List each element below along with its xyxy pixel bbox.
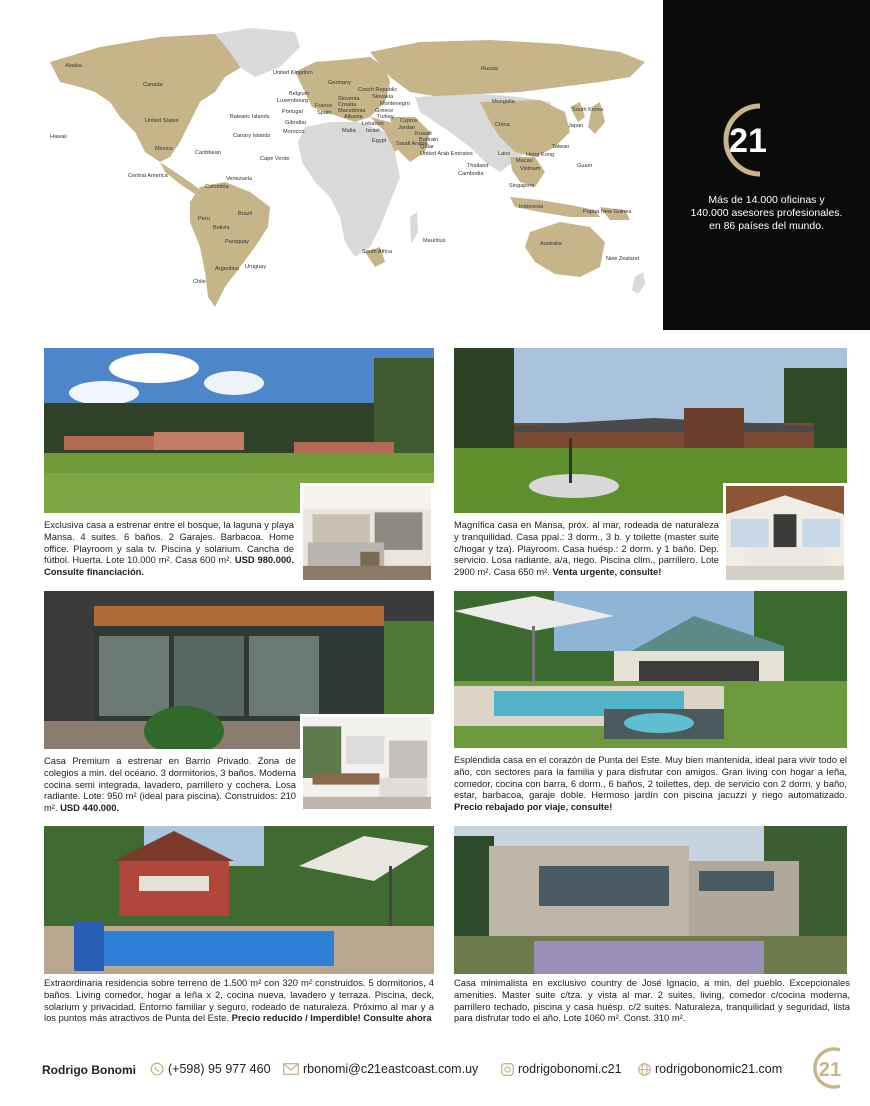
agent-name: Rodrigo Bonomi xyxy=(42,1063,136,1077)
listing-3-description xyxy=(44,755,296,814)
map-label-thailand: Thailand xyxy=(467,163,489,169)
brand-line-3: en 86 países del mundo. xyxy=(709,220,824,232)
phone-contact[interactable] xyxy=(150,1062,271,1076)
map-label-south-korea: South Korea xyxy=(572,107,604,113)
map-label-saudi: Saudi Arabia xyxy=(396,141,428,147)
listing-6-photo[interactable] xyxy=(454,826,847,974)
map-label-mexico: Mexico xyxy=(155,146,173,152)
map-label-peru: Peru xyxy=(198,216,210,222)
map-label-lebanon: Lebanon xyxy=(362,121,384,127)
map-label-israel: Israel xyxy=(366,128,380,134)
map-label-greece: Greece xyxy=(375,108,394,114)
map-label-kuwait: Kuwait xyxy=(415,131,432,137)
listing-4-photo[interactable] xyxy=(454,591,847,748)
map-label-bolivia: Bolivia xyxy=(213,225,230,231)
map-label-singapore: Singapore xyxy=(509,183,535,189)
email-icon xyxy=(283,1063,299,1075)
world-map xyxy=(40,22,655,317)
map-label-uae: United Arab Emirates xyxy=(420,151,473,157)
map-label-bahrain: Bahrain xyxy=(419,137,439,143)
map-label-germany: Germany xyxy=(328,80,352,86)
map-label-luxembourg: Luxembourg xyxy=(277,98,309,104)
map-label-chile: Chile xyxy=(193,279,206,285)
instagram-contact[interactable] xyxy=(501,1062,622,1076)
map-label-canada: Canada xyxy=(143,82,163,88)
map-label-brazil: Brazil xyxy=(238,211,252,217)
map-label-venezuela: Venezuela xyxy=(226,176,253,182)
map-label-belgium: Belgium xyxy=(289,91,310,97)
map-label-macau: Macau xyxy=(516,158,533,164)
map-label-montenegro: Montenegro xyxy=(380,101,410,107)
footer-logo-text: 21 xyxy=(818,1059,842,1081)
listing-3-interior-photo[interactable] xyxy=(300,714,434,812)
brand-line-2: 140.000 asesores profesionales. xyxy=(690,207,843,219)
listing-2-price: Venta urgente, consulte! xyxy=(552,566,662,578)
brand-tagline xyxy=(663,194,870,233)
brand-line-1: Más de 14.000 oficinas y xyxy=(708,194,825,206)
globe-icon xyxy=(638,1063,651,1076)
map-label-australia: Australia xyxy=(540,241,562,247)
map-label-slovakia: Slovakia xyxy=(372,94,394,100)
listing-2-interior-photo[interactable] xyxy=(723,483,847,583)
map-label-canary: Canary Islands xyxy=(233,133,271,139)
listing-3[interactable] xyxy=(44,591,434,821)
map-label-albania: Albania xyxy=(344,114,363,120)
century21-logo xyxy=(718,100,778,180)
map-label-indonesia: Indonesia xyxy=(519,204,544,210)
listing-4-text: Espléndida casa en el corazón de Punta del Este. Muy bien mantenida, ideal para vivir todo el año, con sectores para la familia y para disfrutar con amigos. Gran living con hogar a leña, comedor, cocina con barra, 6 dorm., 6 baños, 2 toilettes, dep. de servicio con 2 dorm. y baño, estar, barbacoa, garaje doble. Hermoso jardín con piscina jacuzzi y riego automatizado. xyxy=(454,754,847,801)
listing-6-text: Casa minimalista en exclusivo country de José Ignacio, a min. del pueblo. Excepcionales amenities. Master suite c/tza. y vista al mar. 2 suites, living, comedor c/cocina moderna, parrillero techado, piscina y casa huésp. c/2 suites. Naturaleza, tranquilidad y seguridad, lista para disfrutar todo el año. Lote 1060 m². Const. 310 m². xyxy=(454,977,850,1024)
listing-6[interactable] xyxy=(454,826,850,1046)
map-label-jordan: Jordan xyxy=(398,125,416,131)
map-label-france: France xyxy=(315,103,333,109)
instagram-icon xyxy=(501,1063,514,1076)
map-label-south-africa: South Africa xyxy=(362,249,393,255)
listing-1-description xyxy=(44,519,294,578)
map-label-mongolia: Mongolia xyxy=(492,99,515,105)
map-label-balearic: Balearic Islands xyxy=(230,114,270,120)
listing-3-price: USD 440.000. xyxy=(60,802,120,814)
email-contact[interactable] xyxy=(283,1062,478,1076)
map-label-hong-kong: Hong Kong xyxy=(526,152,554,158)
listing-2-description xyxy=(454,519,719,578)
century21-footer-logo xyxy=(810,1046,850,1090)
website-contact[interactable] xyxy=(638,1062,782,1076)
map-label-png: Papua New Guinea xyxy=(583,209,632,215)
world-map-graphic xyxy=(40,22,655,317)
listing-5-photo[interactable] xyxy=(44,826,434,974)
map-label-paraguay: Paraguay xyxy=(225,239,249,245)
map-label-egypt: Egypt xyxy=(372,138,387,144)
map-label-russia: Russia xyxy=(481,66,499,72)
map-label-macedonia: Macedonia xyxy=(338,108,366,114)
brand-box xyxy=(663,0,870,330)
map-label-taiwan: Taiwan xyxy=(552,144,570,150)
map-label-cape-verde: Cape Verde xyxy=(260,156,290,162)
listing-5-description xyxy=(44,977,434,1024)
map-label-croatia: Croatia xyxy=(338,102,357,108)
email-address: rbonomi@c21eastcoast.com.uy xyxy=(303,1062,479,1076)
map-label-gibraltar: Gibraltar xyxy=(285,120,307,126)
listing-3-text: Casa Premium a estrenar en Barrio Privado. Zona de colegios a min. del océano. 3 dormitorios, 3 baños. Moderna cocina semi integrada, lavadero, parrillero y cochera. Losa radiante. Lote: 950 m² (ideal para piscina). Construidos: 210 m². xyxy=(44,755,296,814)
map-label-czech: Czech Republic xyxy=(358,87,398,93)
instagram-handle: rodrigobonomi.c21 xyxy=(518,1062,622,1076)
map-label-argentina: Argentina xyxy=(215,266,239,272)
listing-2[interactable] xyxy=(454,348,847,583)
map-label-spain: Spain xyxy=(317,110,332,116)
listing-6-description xyxy=(454,977,850,1024)
listing-1-interior-photo[interactable] xyxy=(300,483,434,583)
map-label-malta: Malta xyxy=(342,128,356,134)
map-label-alaska: Alaska xyxy=(65,63,82,69)
map-label-cambodia: Cambodia xyxy=(458,171,484,177)
map-label-qatar: Qatar xyxy=(420,144,434,150)
listing-4-price: Precio rebajado por viaje, consulte! xyxy=(454,801,613,813)
map-label-caribbean: Caribbean xyxy=(195,150,221,156)
website-url: rodrigobonomic21.com xyxy=(655,1062,783,1076)
listing-5-text: Extraordinaria residencia sobre terreno de 1.500 m² con 320 m² construidos. 5 dormitorios, 4 baños. Living comedor, hogar a leña x 2, cocina nueva, lavadero y terraza. Piscina, deck, solarium y privacidad. Entorno familiar y seguro, rodeado de naturaleza. Próximo al mar y a los puntos más atractivos de Punta del Este. xyxy=(44,977,434,1024)
map-label-portugal: Portugal xyxy=(282,109,303,115)
map-label-united-kingdom: United Kingdom xyxy=(273,70,313,76)
listing-1[interactable] xyxy=(44,348,434,583)
map-label-laos: Laos xyxy=(498,151,511,157)
map-label-uruguay: Uruguay xyxy=(245,264,267,270)
listing-5[interactable] xyxy=(44,826,434,1046)
whatsapp-icon xyxy=(150,1062,164,1076)
listing-5-price: Precio reducido / Imperdible! Consulte ahora xyxy=(231,1012,432,1024)
map-label-china: China xyxy=(495,122,510,128)
listing-4[interactable] xyxy=(454,591,847,821)
map-label-turkey: Turkey xyxy=(377,114,394,120)
map-label-central-america: Central America xyxy=(128,173,168,179)
map-label-japan: Japan xyxy=(568,123,584,129)
map-label-guam: Guam xyxy=(577,163,593,169)
map-label-hawaii: Hawaii xyxy=(50,134,67,140)
listing-4-description xyxy=(454,754,847,813)
map-label-mauritius: Mauritius xyxy=(423,238,446,244)
map-label-slovenia: Slovenia xyxy=(338,96,360,102)
map-label-morocco: Morocco xyxy=(283,129,305,135)
phone-number: (+598) 95 977 460 xyxy=(168,1062,271,1076)
map-label-new-zealand: New Zealand xyxy=(606,256,639,262)
listing-2-text: Magnífica casa en Mansa, próx. al mar, rodeada de naturaleza y tranquilidad. Casa ppal.: 3 dorm., 3 b. y toilette (master suite c/hogar y tza). Playroom. Casa huésp.: 2 dorm. y 1 baño. Dep. servicio. Losa radiante, a/a, riego. Piscina clim., parrillero. Lote 2900 m². Casa 650 m². xyxy=(454,519,719,578)
listing-1-text: Exclusiva casa a estrenar entre el bosque, la laguna y playa Mansa. 4 suites. 6 baños. 2 Garajes. Barbacoa. Home office. Playroom y sala tv. Piscina y solarium. Cancha de fútbol. Huerta. Lote 10.000 m². Casa 600 m². xyxy=(44,519,294,566)
map-label-colombia: Colombia xyxy=(205,184,229,190)
map-label-cyprus: Cyprus xyxy=(400,118,418,124)
map-label-united-states: United States xyxy=(145,118,179,124)
map-label-vietnam: Vietnam xyxy=(520,166,541,172)
brand-logo-text: 21 xyxy=(729,122,767,160)
footer-contact-bar xyxy=(40,1052,870,1092)
listing-1-price: USD 980.000. Consulte financiación. xyxy=(44,554,294,578)
